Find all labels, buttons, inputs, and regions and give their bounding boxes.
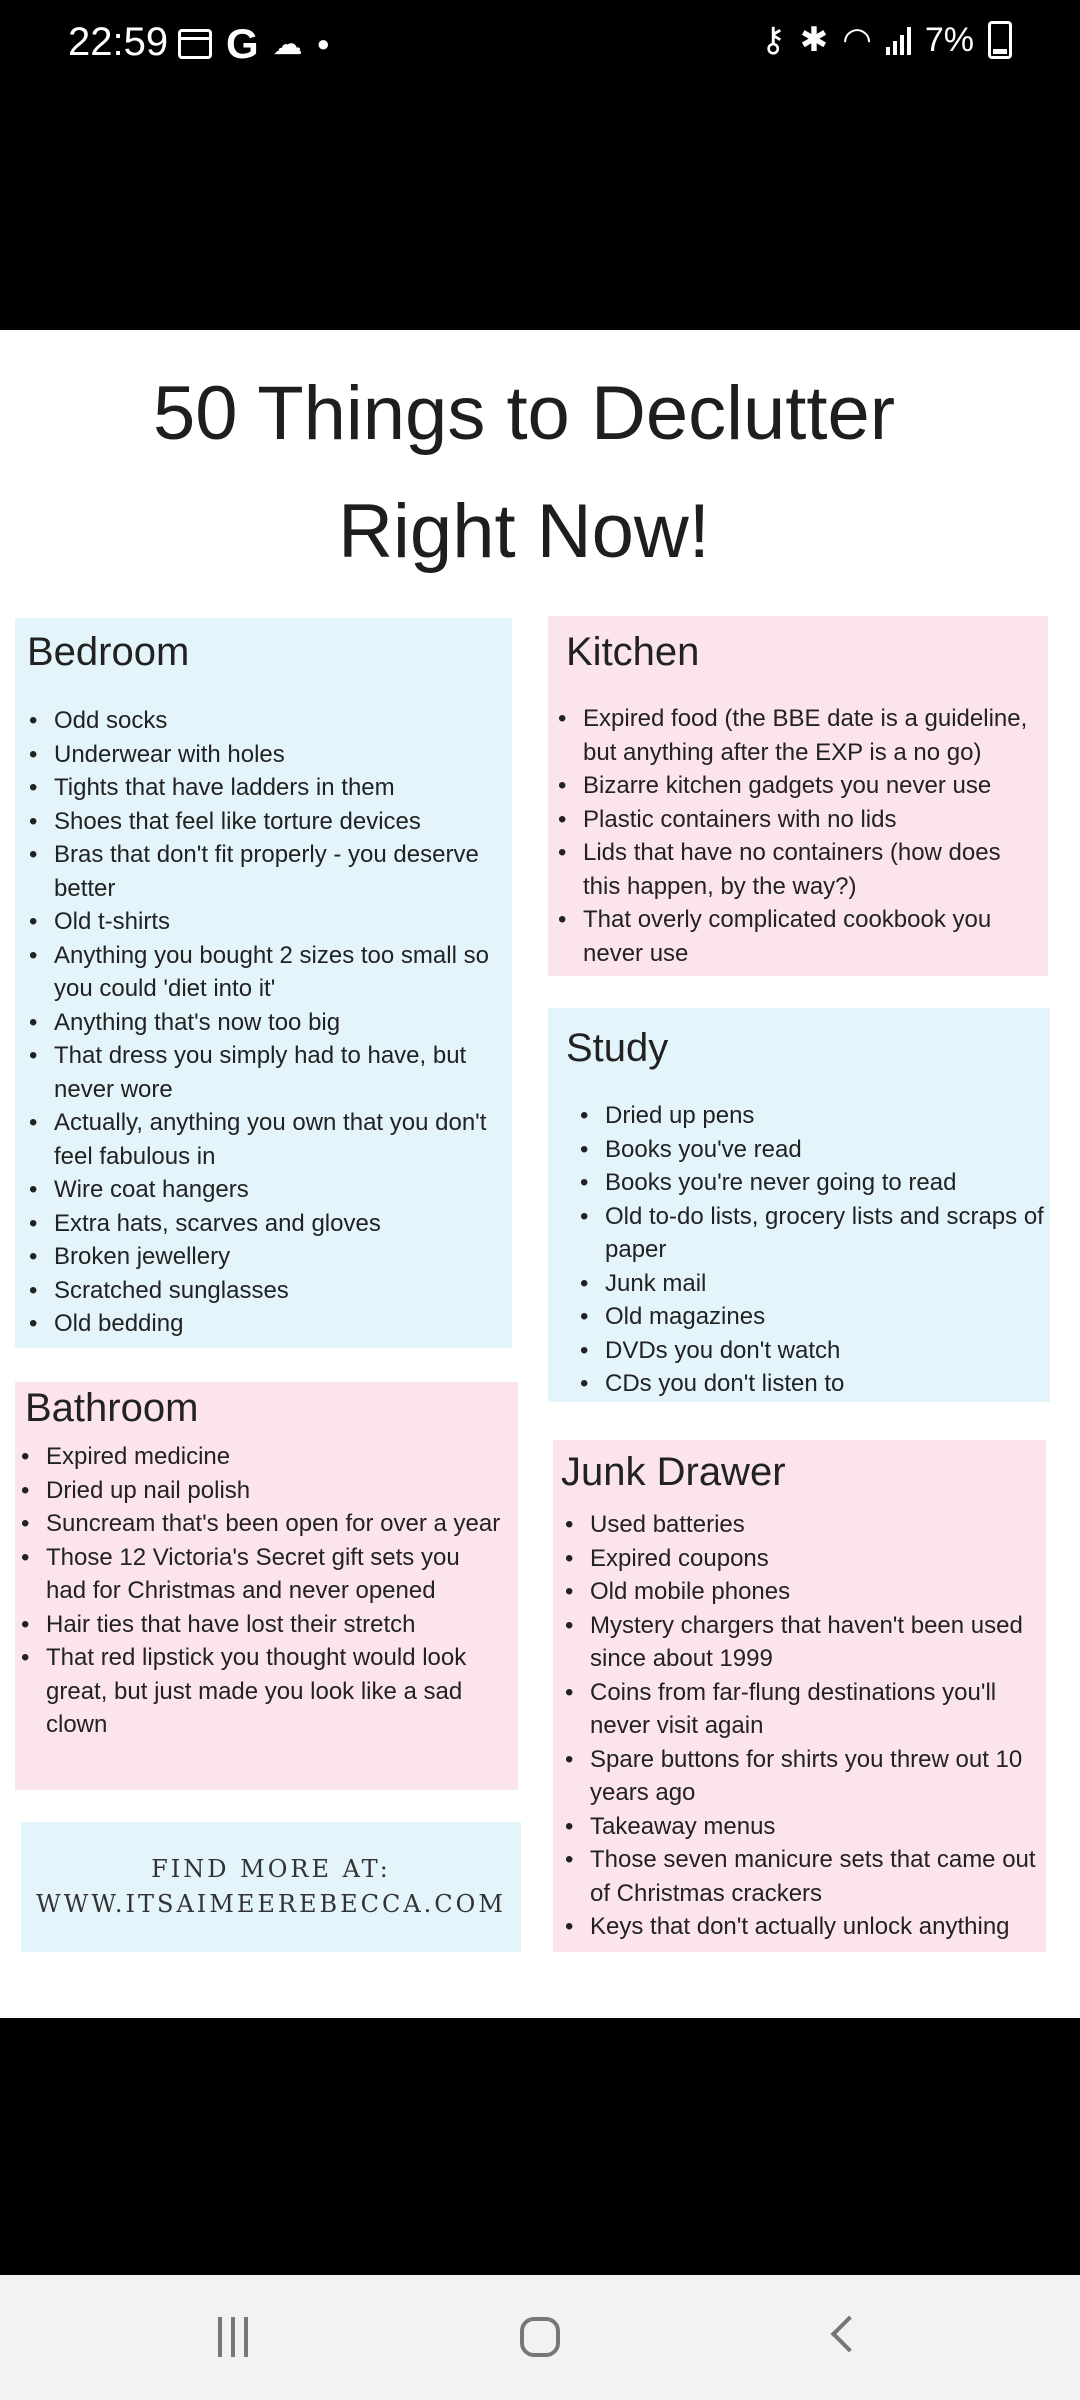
list-item: • Those seven manicure sets that came out of Christmas crackers: [565, 1843, 1043, 1910]
list-item: • Broken jewellery: [29, 1240, 499, 1274]
signal-icon: [886, 25, 911, 55]
website-url: WWW.ITSAIMEEREBECCA.COM: [36, 1890, 506, 1918]
list-item: • Lids that have no containers (how does this happen, by the way?): [558, 836, 1042, 903]
list-item: • Scratched sunglasses: [29, 1274, 499, 1308]
list-item: • Coins from far-flung destinations you'll never visit again: [565, 1676, 1043, 1743]
vpn-key-icon: ⚷: [760, 21, 786, 59]
list-item: • Hair ties that have lost their stretch: [21, 1608, 505, 1642]
list-item: • Old t-shirts: [29, 905, 499, 939]
list-item: • Underwear with holes: [29, 738, 499, 772]
study-list: [580, 1099, 1046, 1401]
list-item: • Suncream that's been open for over a year: [21, 1507, 505, 1541]
list-item: • Extra hats, scarves and gloves: [29, 1207, 499, 1241]
junk-drawer-list: [565, 1508, 1043, 1944]
battery-percent: 7%: [924, 20, 974, 59]
bathroom-heading: Bathroom: [25, 1386, 199, 1430]
list-item: • Old mobile phones: [565, 1575, 1043, 1609]
list-item: • Wire coat hangers: [29, 1173, 499, 1207]
list-item: • Keys that don't actually unlock anything: [565, 1910, 1043, 1944]
list-item: • Those 12 Victoria's Secret gift sets you had for Christmas and never opened: [21, 1541, 505, 1608]
list-item: • Tights that have ladders in them: [29, 771, 499, 805]
bluetooth-icon: ✱: [799, 21, 829, 59]
list-item: • Old bedding: [29, 1307, 499, 1341]
list-item: • Actually, anything you own that you don't feel fabulous in: [29, 1106, 499, 1173]
list-item: • Dried up nail polish: [21, 1474, 505, 1508]
list-item: • That red lipstick you thought would look great, but just made you look like a sad clown: [21, 1641, 505, 1742]
notification-icons: [178, 20, 330, 68]
more-notifications-dot-icon: ●: [316, 31, 330, 56]
recent-apps-icon[interactable]: [218, 2317, 248, 2357]
list-item: • Used batteries: [565, 1508, 1043, 1542]
cloud-icon: ☁: [272, 27, 303, 61]
list-item: • Expired medicine: [21, 1440, 505, 1474]
find-more-label: FIND MORE AT:: [151, 1855, 391, 1883]
bathroom-list: [21, 1440, 505, 1742]
list-item: • Junk mail: [580, 1267, 1046, 1301]
list-item: • Plastic containers with no lids: [558, 803, 1042, 837]
google-icon: G: [226, 20, 259, 67]
junk-drawer-section: [553, 1440, 1046, 1952]
list-item: • Anything that's now too big: [29, 1006, 499, 1040]
list-item: • Anything you bought 2 sizes too small so you could 'diet into it': [29, 939, 499, 1006]
list-item: • Dried up pens: [580, 1099, 1046, 1133]
status-bar: [0, 0, 1080, 92]
junk-drawer-heading: Junk Drawer: [561, 1450, 786, 1494]
list-item: • Old magazines: [580, 1300, 1046, 1334]
list-item: • Bizarre kitchen gadgets you never use: [558, 769, 1042, 803]
list-item: • Bras that don't fit properly - you deserve better: [29, 838, 499, 905]
list-item: • That dress you simply had to have, but never wore: [29, 1039, 499, 1106]
study-section: [548, 1008, 1050, 1402]
bedroom-section: [15, 618, 512, 1348]
title-line-2: Right Now!: [338, 489, 710, 574]
title-line-1: 50 Things to Declutter: [152, 371, 896, 456]
battery-charging-icon: [988, 21, 1012, 59]
list-item: • Old to-do lists, grocery lists and scraps of paper: [580, 1200, 1046, 1267]
list-item: • Shoes that feel like torture devices: [29, 805, 499, 839]
list-item: • That overly complicated cookbook you never use: [558, 903, 1042, 970]
system-icons: [761, 20, 1012, 60]
declutter-poster-image[interactable]: [0, 330, 1080, 2018]
list-item: • Spare buttons for shirts you threw out 10 years ago: [565, 1743, 1043, 1810]
bedroom-list: [29, 704, 499, 1341]
bathroom-section: [15, 1382, 518, 1790]
status-time: 22:59: [68, 20, 169, 64]
study-heading: Study: [566, 1026, 669, 1070]
kitchen-section: [548, 616, 1048, 976]
list-item: • CDs you don't listen to: [580, 1367, 1046, 1401]
wifi-icon: ◠: [842, 21, 872, 59]
find-more-box: [21, 1822, 521, 1952]
list-item: • Odd socks: [29, 704, 499, 738]
bedroom-heading: Bedroom: [27, 630, 190, 674]
kitchen-heading: Kitchen: [566, 630, 700, 674]
navigation-bar: [0, 2275, 1080, 2400]
calendar-icon: [178, 29, 212, 59]
list-item: • Expired food (the BBE date is a guideline, but anything after the EXP is a no go): [558, 702, 1042, 769]
home-icon[interactable]: [520, 2317, 560, 2357]
poster-title: [0, 355, 1048, 591]
list-item: • DVDs you don't watch: [580, 1334, 1046, 1368]
list-item: • Expired coupons: [565, 1542, 1043, 1576]
back-icon[interactable]: [831, 2316, 868, 2353]
list-item: • Books you're never going to read: [580, 1166, 1046, 1200]
kitchen-list: [558, 702, 1042, 970]
list-item: • Takeaway menus: [565, 1810, 1043, 1844]
list-item: • Books you've read: [580, 1133, 1046, 1167]
list-item: • Mystery chargers that haven't been used since about 1999: [565, 1609, 1043, 1676]
